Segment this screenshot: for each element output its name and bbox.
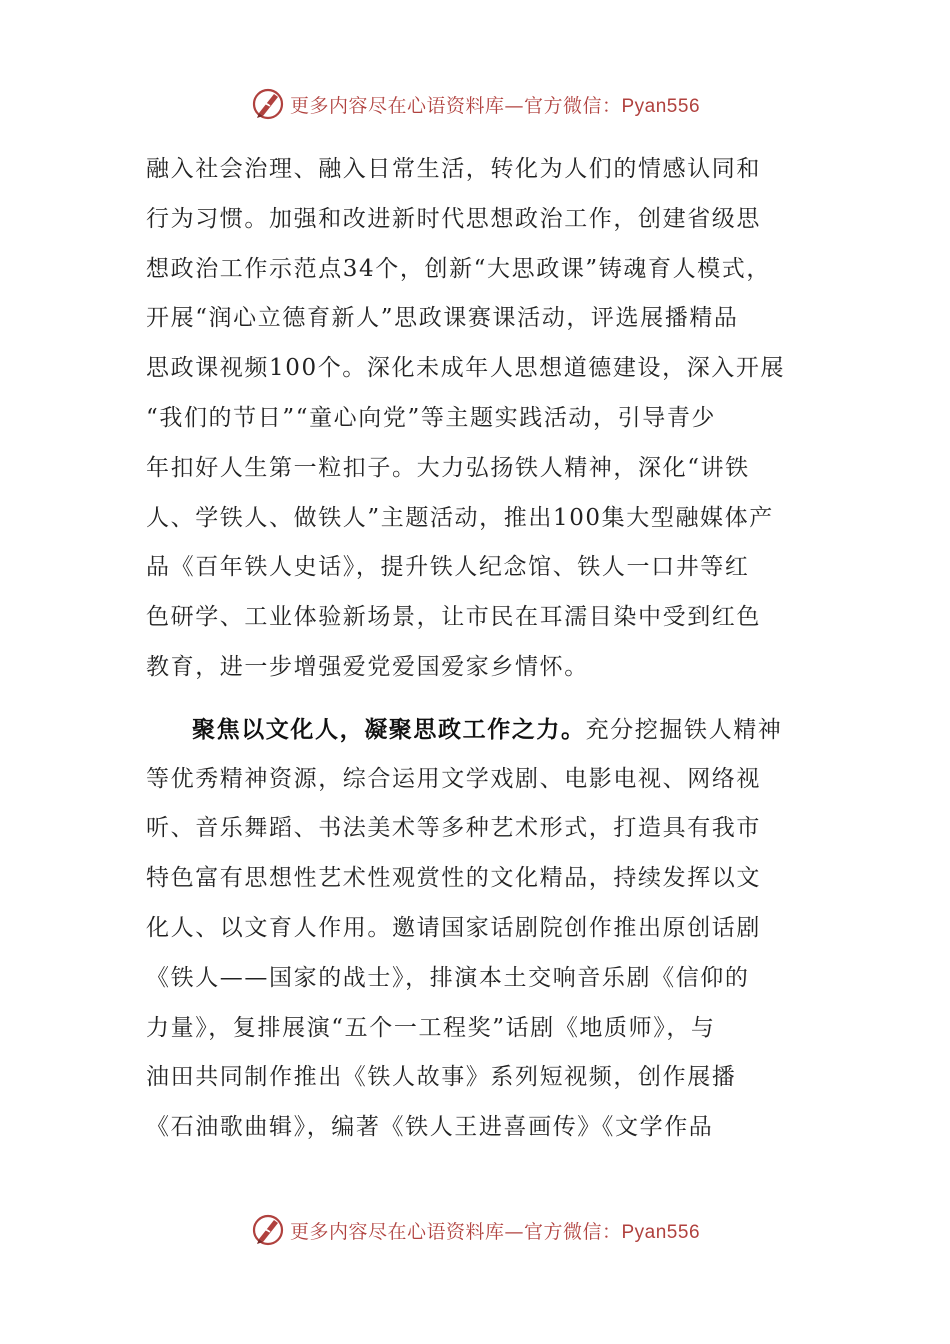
document-body: [146, 145, 806, 1153]
paragraph-line: 《石油歌曲辑》，编著《铁人王进喜画传》《文学作品: [146, 1114, 714, 1141]
paragraph-line: 听、音乐舞蹈、书法美术等多种艺术形式，打造具有我市: [146, 815, 761, 842]
pen-logo-icon: [250, 1212, 286, 1248]
paragraph-line: 等优秀精神资源，综合运用文学戏剧、电影电视、网络视: [146, 765, 761, 792]
paragraph-line: 特色富有思想性艺术性观赏性的文化精品，持续发挥以文: [146, 865, 761, 892]
paragraph-line: 力量》，复排展演“五个一工程奖”话剧《地质师》，与: [146, 1014, 716, 1041]
wechat-id: Pyan556: [621, 95, 701, 117]
paragraph-line: 化人、以文育人作用。邀请国家话剧院创作推出原创话剧: [146, 914, 761, 941]
paragraph-line: 色研学、工业体验新场景，让市民在耳濡目染中受到红色: [146, 604, 761, 631]
footer-banner: [0, 1210, 950, 1250]
paragraph-line: 教育，进一步增强爱党爱国爱家乡情怀。: [146, 653, 589, 680]
paragraph-line: 品《百年铁人史话》，提升铁人纪念馆、铁人一口井等红: [146, 554, 750, 581]
paragraph-line: 油田共同制作推出《铁人故事》系列短视频，创作展播: [146, 1064, 737, 1091]
pen-logo-icon: [250, 86, 286, 122]
header-banner: [0, 84, 950, 124]
paragraph-line: 人、学铁人、做铁人”主题活动，推出100集大型融媒体产: [146, 504, 774, 531]
paragraph-first-line: [146, 705, 806, 755]
wechat-id: Pyan556: [621, 1221, 701, 1243]
paragraph-line: 融入社会治理、融入日常生活，转化为人们的情感认同和: [146, 156, 761, 182]
paragraph-text: 充分挖掘铁人精神: [585, 716, 783, 743]
banner-label: 更多内容尽在心语资料库—官方微信：Pyan556: [289, 1220, 701, 1243]
paragraph-line: 年扣好人生第一粒扣子。大力弘扬铁人精神，深化“讲铁: [146, 454, 750, 481]
paragraph-line: “我们的节日”“童心向党”等主题实践活动，引导青少: [146, 404, 717, 431]
paragraph-lead: 聚焦以文化人，凝聚思政工作之力。: [192, 715, 586, 743]
paragraph-line: 思政课视频100个。深化未成年人思想道德建设，深入开展: [146, 355, 786, 382]
paragraph-line: 想政治工作示范点34个，创新“大思政课”铸魂育人模式，: [146, 255, 771, 282]
paragraph-line: 《铁人——国家的战士》，排演本土交响音乐剧《信仰的: [146, 964, 750, 991]
paragraph-line: 开展“润心立德育新人”思政课赛课活动，评选展播精品: [146, 305, 739, 332]
paragraph-line: 行为习惯。加强和改进新时代思想政治工作，创建省级思: [146, 205, 761, 232]
banner-label: 更多内容尽在心语资料库—官方微信：Pyan556: [289, 94, 701, 117]
